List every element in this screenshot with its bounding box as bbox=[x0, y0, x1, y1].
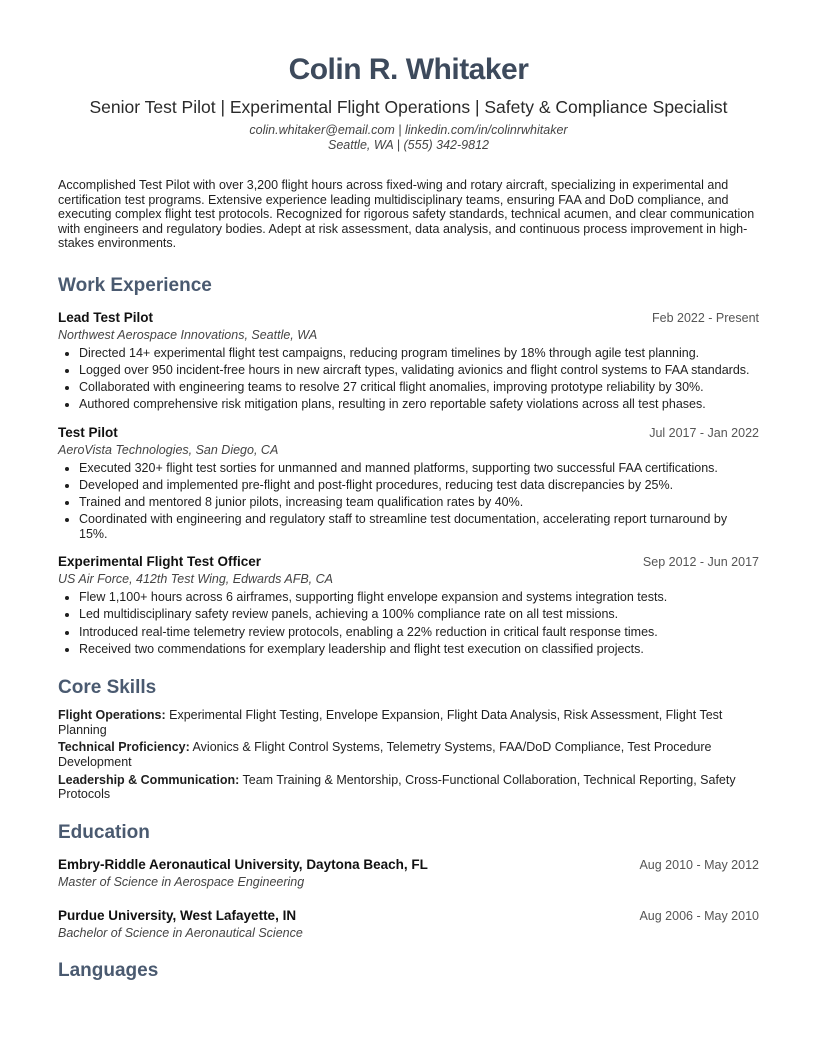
job-bullet: • Led multidisciplinary safety review panels, achieving a 100% compliance rate on all test missions. bbox=[79, 607, 759, 622]
job-company: US Air Force, 412th Test Wing, Edwards AFB, CA bbox=[58, 572, 333, 587]
candidate-name: Colin R. Whitaker bbox=[288, 53, 529, 86]
contact-email-linkedin: colin.whitaker@email.com | linkedin.com/in/colinrwhitaker bbox=[249, 123, 568, 137]
skill-label: Leadership & Communication: bbox=[58, 772, 240, 787]
skill-text: Team Training & Mentorship, Cross-Functional Collaboration, Technical Reporting, Safety Protocols bbox=[58, 772, 736, 802]
job-bullet: • Collaborated with engineering teams to resolve 27 critical flight anomalies, improving prototype reliability by 30%. bbox=[79, 380, 759, 395]
school-name: Purdue University, West Lafayette, IN bbox=[58, 907, 297, 923]
education-dates: Aug 2006 - May 2010 bbox=[639, 908, 759, 923]
education-entry bbox=[58, 907, 759, 942]
contact-location-phone: Seattle, WA | (555) 342-9812 bbox=[328, 138, 489, 152]
job-bullet: • Introduced real-time telemetry review protocols, enabling a 22% reduction in critical fault response times. bbox=[79, 625, 759, 640]
job-bullet: • Coordinated with engineering and regulatory staff to streamline test documentation, accelerating report turnaround by 15%. bbox=[79, 512, 759, 541]
job-entry bbox=[58, 553, 759, 656]
skill-label: Technical Proficiency: bbox=[58, 740, 190, 755]
job-header bbox=[58, 309, 759, 327]
job-bullet: • Flew 1,100+ hours across 6 airframes, supporting flight envelope expansion and systems integration tests. bbox=[79, 590, 759, 605]
job-bullet: • Logged over 950 incident-free hours in new aircraft types, validating avionics and flight control systems to FAA standards. bbox=[79, 363, 759, 378]
section-title-core-skills: Core Skills bbox=[58, 677, 157, 699]
job-bullet: • Directed 14+ experimental flight test campaigns, reducing program timelines by 18% through agile test planning. bbox=[79, 346, 759, 361]
skill-line bbox=[58, 740, 759, 769]
education-header bbox=[58, 907, 759, 925]
job-header bbox=[58, 424, 759, 442]
education-header bbox=[58, 856, 759, 874]
job-bullet: • Authored comprehensive risk mitigation plans, resulting in zero reportable safety violations across all test phases. bbox=[79, 397, 759, 412]
job-entry bbox=[58, 309, 759, 412]
school-name: Embry-Riddle Aeronautical University, Daytona Beach, FL bbox=[58, 856, 428, 872]
job-bullet: • Trained and mentored 8 junior pilots, increasing team qualification rates by 40%. bbox=[79, 495, 759, 510]
job-company: Northwest Aerospace Innovations, Seattle, WA bbox=[58, 327, 318, 342]
section-title-languages: Languages bbox=[58, 959, 159, 981]
skill-line bbox=[58, 708, 759, 737]
job-bullet: • Developed and implemented pre-flight and post-flight procedures, reducing test data discrepancies by 25%. bbox=[79, 478, 759, 493]
job-bullets bbox=[58, 461, 759, 541]
section-title-work-experience: Work Experience bbox=[58, 274, 212, 296]
job-bullet: • Executed 320+ flight test sorties for unmanned and manned platforms, supporting two successful FAA certifications. bbox=[79, 461, 759, 476]
job-title: Lead Test Pilot bbox=[58, 309, 154, 325]
section-title-education: Education bbox=[58, 821, 150, 843]
headline: Senior Test Pilot | Experimental Flight Operations | Safety & Compliance Specialist bbox=[89, 97, 728, 117]
job-dates: Sep 2012 - Jun 2017 bbox=[642, 555, 759, 570]
job-title: Experimental Flight Test Officer bbox=[58, 554, 262, 570]
skill-label: Flight Operations: bbox=[58, 708, 166, 723]
education-dates: Aug 2010 - May 2012 bbox=[639, 857, 759, 872]
job-dates: Feb 2022 - Present bbox=[651, 310, 759, 325]
job-header bbox=[58, 553, 759, 571]
resume-page bbox=[58, 0, 759, 983]
job-title: Test Pilot bbox=[58, 424, 118, 440]
job-dates: Jul 2017 - Jan 2022 bbox=[649, 425, 759, 440]
job-bullet: • Received two commendations for exemplary leadership and flight test execution on classified projects. bbox=[79, 642, 759, 657]
job-entry bbox=[58, 424, 759, 541]
job-bullets bbox=[58, 346, 759, 412]
degree: Master of Science in Aerospace Engineering bbox=[58, 874, 305, 889]
skill-text: Experimental Flight Testing, Envelope Expansion, Flight Data Analysis, Risk Assessment, Flight Test Planning bbox=[58, 708, 723, 737]
job-company: AeroVista Technologies, San Diego, CA bbox=[58, 442, 279, 457]
skill-line bbox=[58, 773, 759, 802]
job-bullets bbox=[58, 590, 759, 656]
education-entry bbox=[58, 856, 759, 891]
degree: Bachelor of Science in Aeronautical Science bbox=[58, 925, 303, 940]
skill-text: Avionics & Flight Control Systems, Telemetry Systems, FAA/DoD Compliance, Test Procedure Development bbox=[58, 740, 712, 769]
professional-summary: Accomplished Test Pilot with over 3,200 flight hours across fixed-wing and rotary aircraft, specializing in experimental and certification test programs. Extensive experience leading multidisciplinary teams, ensuring FAA and DoD compliance, and executing complex flight test protocols. Recognized for rigorous safety standards, technical acumen, and clear communication with engineers and regulatory bodies. Adept at risk assessment, data analysis, and continuous process improvement in high-stakes environments. bbox=[58, 178, 755, 251]
